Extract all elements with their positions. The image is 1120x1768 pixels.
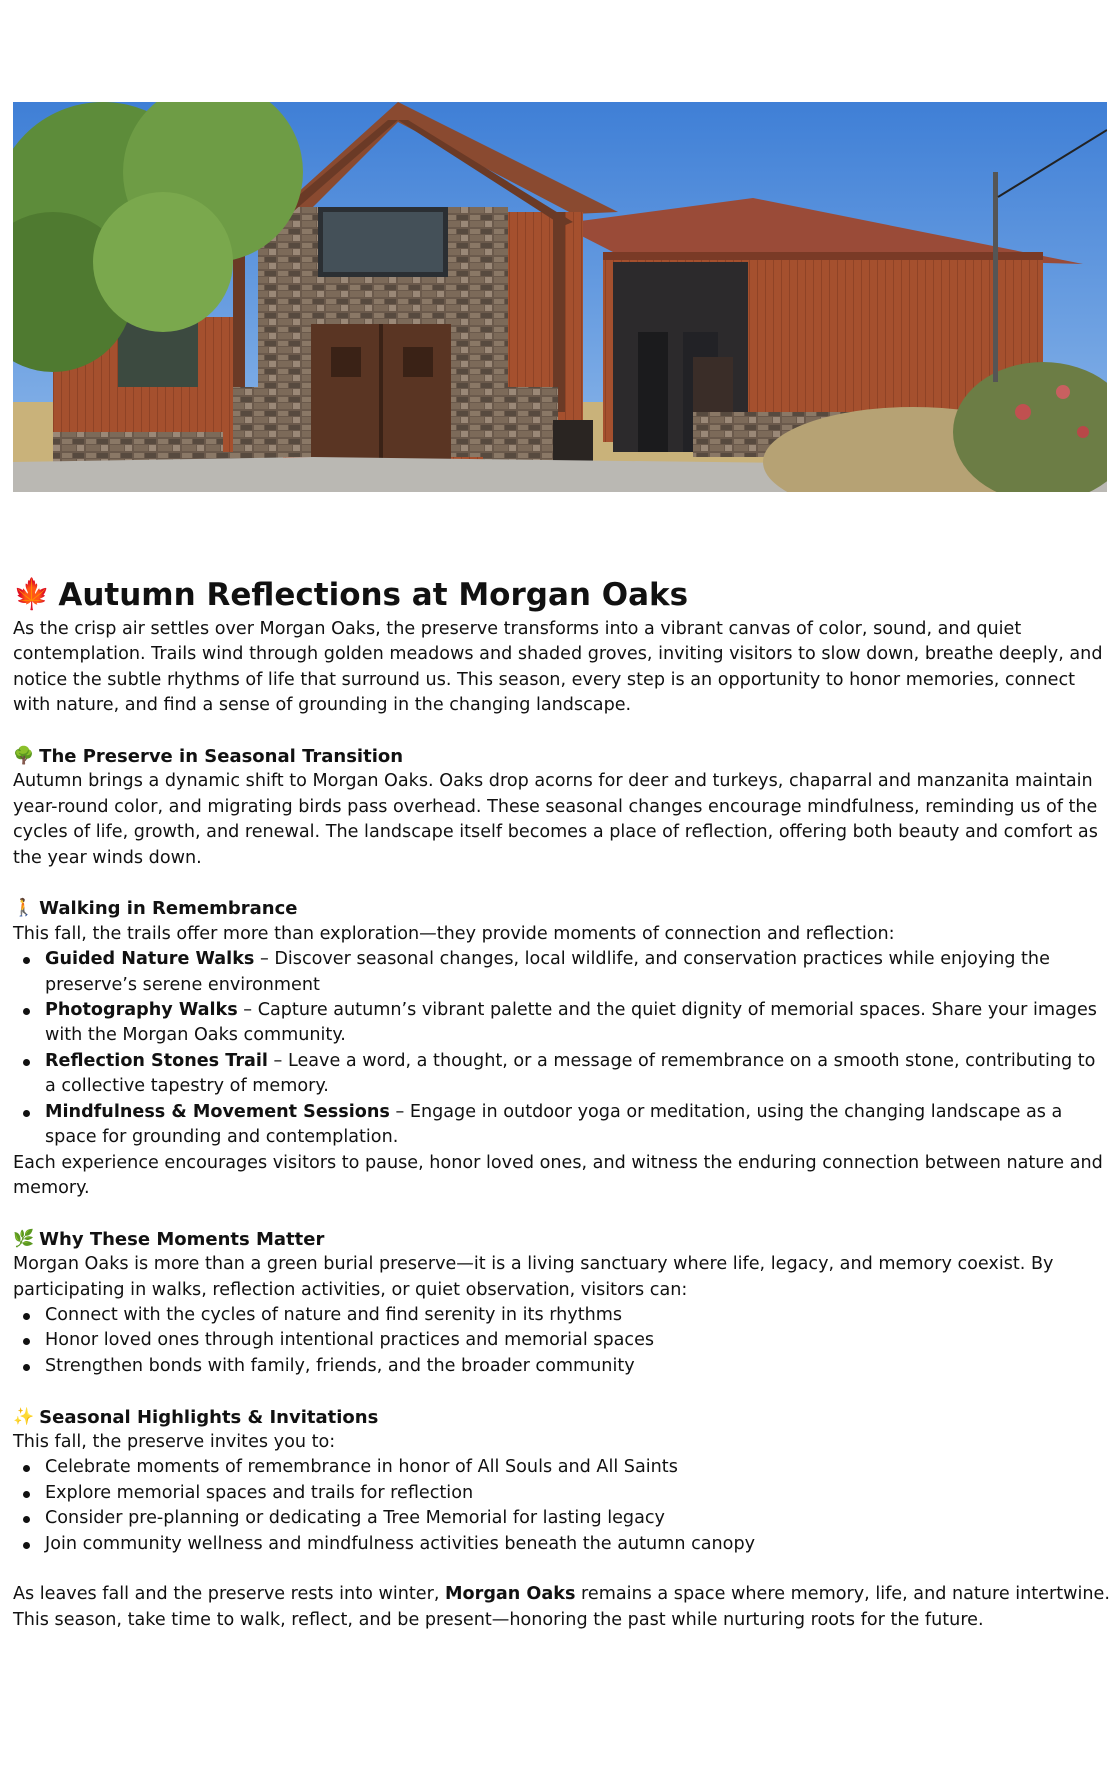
invitations-list — [13, 1455, 1111, 1557]
list-item: Celebrate moments of remembrance in honor of All Souls and All Saints — [45, 1455, 1111, 1480]
herb-icon: 🌿 — [13, 1228, 35, 1249]
maple-leaf-icon: 🍁 — [13, 577, 51, 612]
section-seasonal-highlights — [13, 1405, 1111, 1557]
section-heading-text: Why These Moments Matter — [39, 1228, 325, 1250]
list-item-title: Mindfulness & Movement Sessions — [45, 1101, 390, 1122]
section-heading — [13, 1405, 1111, 1430]
closing-brand-name: Morgan Oaks — [445, 1584, 576, 1605]
section-lead: This fall, the preserve invites you to: — [13, 1431, 336, 1452]
article — [13, 574, 1111, 1633]
section-heading — [13, 744, 1111, 769]
closing-text-end: remains a space where memory, life, and nature intertwine. This season, take time to walk, reflect, and be present—honoring the past while nurturing roots for the future. — [13, 1584, 1110, 1630]
tree-icon: 🌳 — [13, 746, 35, 767]
list-item-title: Guided Nature Walks — [45, 949, 255, 970]
section-heading-text: Seasonal Highlights & Invitations — [39, 1406, 379, 1428]
section-heading — [13, 896, 1111, 921]
list-item: Strengthen bonds with family, friends, and the broader community — [45, 1354, 1111, 1379]
intro-paragraph: As the crisp air settles over Morgan Oaks, the preserve transforms into a vibrant canvas of color, sound, and quiet contemplation. Trails wind through golden meadows and shaded groves, inviting visitors to slow down, breathe deeply, and notice the subtle rhythms of life that surround us. This season, every step is an opportunity to honor memories, connect with nature, and find a sense of grounding in the changing landscape. — [13, 619, 1103, 716]
list-item — [45, 947, 1111, 998]
list-item: Join community wellness and mindfulness activities beneath the autumn canopy — [45, 1532, 1111, 1557]
section-seasonal-transition — [13, 744, 1111, 871]
walks-list — [13, 947, 1111, 1150]
section-paragraph: Autumn brings a dynamic shift to Morgan Oaks. Oaks drop acorns for deer and turkeys, chaparral and manzanita maintain year-round color, and migrating birds pass overhead. These seasonal changes encourage mindfulness, reminding us of the cycles of life, growth, and renewal. The landscape itself becomes a place of reflection, offering both beauty and comfort as the year winds down. — [13, 771, 1098, 868]
sparkles-icon: ✨ — [13, 1406, 35, 1427]
section-outro: Each experience encourages visitors to pause, honor loved ones, and witness the enduring connection between nature and memory. — [13, 1152, 1103, 1198]
section-heading — [13, 1227, 1111, 1252]
list-item-title: Photography Walks — [45, 1000, 238, 1021]
article-title — [13, 574, 1111, 616]
list-item-text: – Engage in outdoor yoga or meditation, using the changing landscape as a space for grounding and contemplation. — [45, 1101, 1063, 1148]
list-item-text: – Leave a word, a thought, or a message of remembrance on a smooth stone, contributing to a collective tapestry of memory. — [45, 1050, 1096, 1097]
hero-image — [13, 102, 1107, 492]
closing-text-start: As leaves fall and the preserve rests into winter, — [13, 1584, 446, 1605]
closing-paragraph — [13, 1582, 1111, 1633]
list-item-title: Reflection Stones Trail — [45, 1050, 268, 1071]
section-lead: This fall, the trails offer more than exploration—they provide moments of connection and reflection: — [13, 923, 895, 944]
walking-person-icon: 🚶 — [13, 898, 35, 919]
list-item: Honor loved ones through intentional practices and memorial spaces — [45, 1328, 1111, 1353]
list-item-text: – Discover seasonal changes, local wildlife, and conservation practices while enjoying the preserve’s serene environment — [45, 949, 1050, 995]
building-photo — [13, 102, 1107, 492]
section-lead: Morgan Oaks is more than a green burial preserve—it is a living sanctuary where life, legacy, and memory coexist. By participating in walks, reflection activities, or quiet observation, visitors can: — [13, 1254, 1054, 1300]
list-item-text: – Capture autumn’s vibrant palette and the quiet dignity of memorial spaces. Share your images with the Morgan Oaks community. — [45, 1000, 1097, 1046]
section-heading-text: Walking in Remembrance — [39, 898, 298, 920]
section-walking-remembrance — [13, 896, 1111, 1201]
section-heading-text: The Preserve in Seasonal Transition — [39, 746, 404, 768]
list-item: Consider pre-planning or dedicating a Tree Memorial for lasting legacy — [45, 1506, 1111, 1531]
article-title-text: Autumn Reflections at Morgan Oaks — [58, 577, 689, 613]
list-item: Connect with the cycles of nature and find serenity in its rhythms — [45, 1303, 1111, 1328]
benefits-list — [13, 1303, 1111, 1379]
list-item — [45, 1049, 1111, 1100]
list-item: Explore memorial spaces and trails for reflection — [45, 1481, 1111, 1506]
section-why-moments-matter — [13, 1227, 1111, 1379]
list-item — [45, 1100, 1111, 1151]
list-item — [45, 998, 1111, 1049]
